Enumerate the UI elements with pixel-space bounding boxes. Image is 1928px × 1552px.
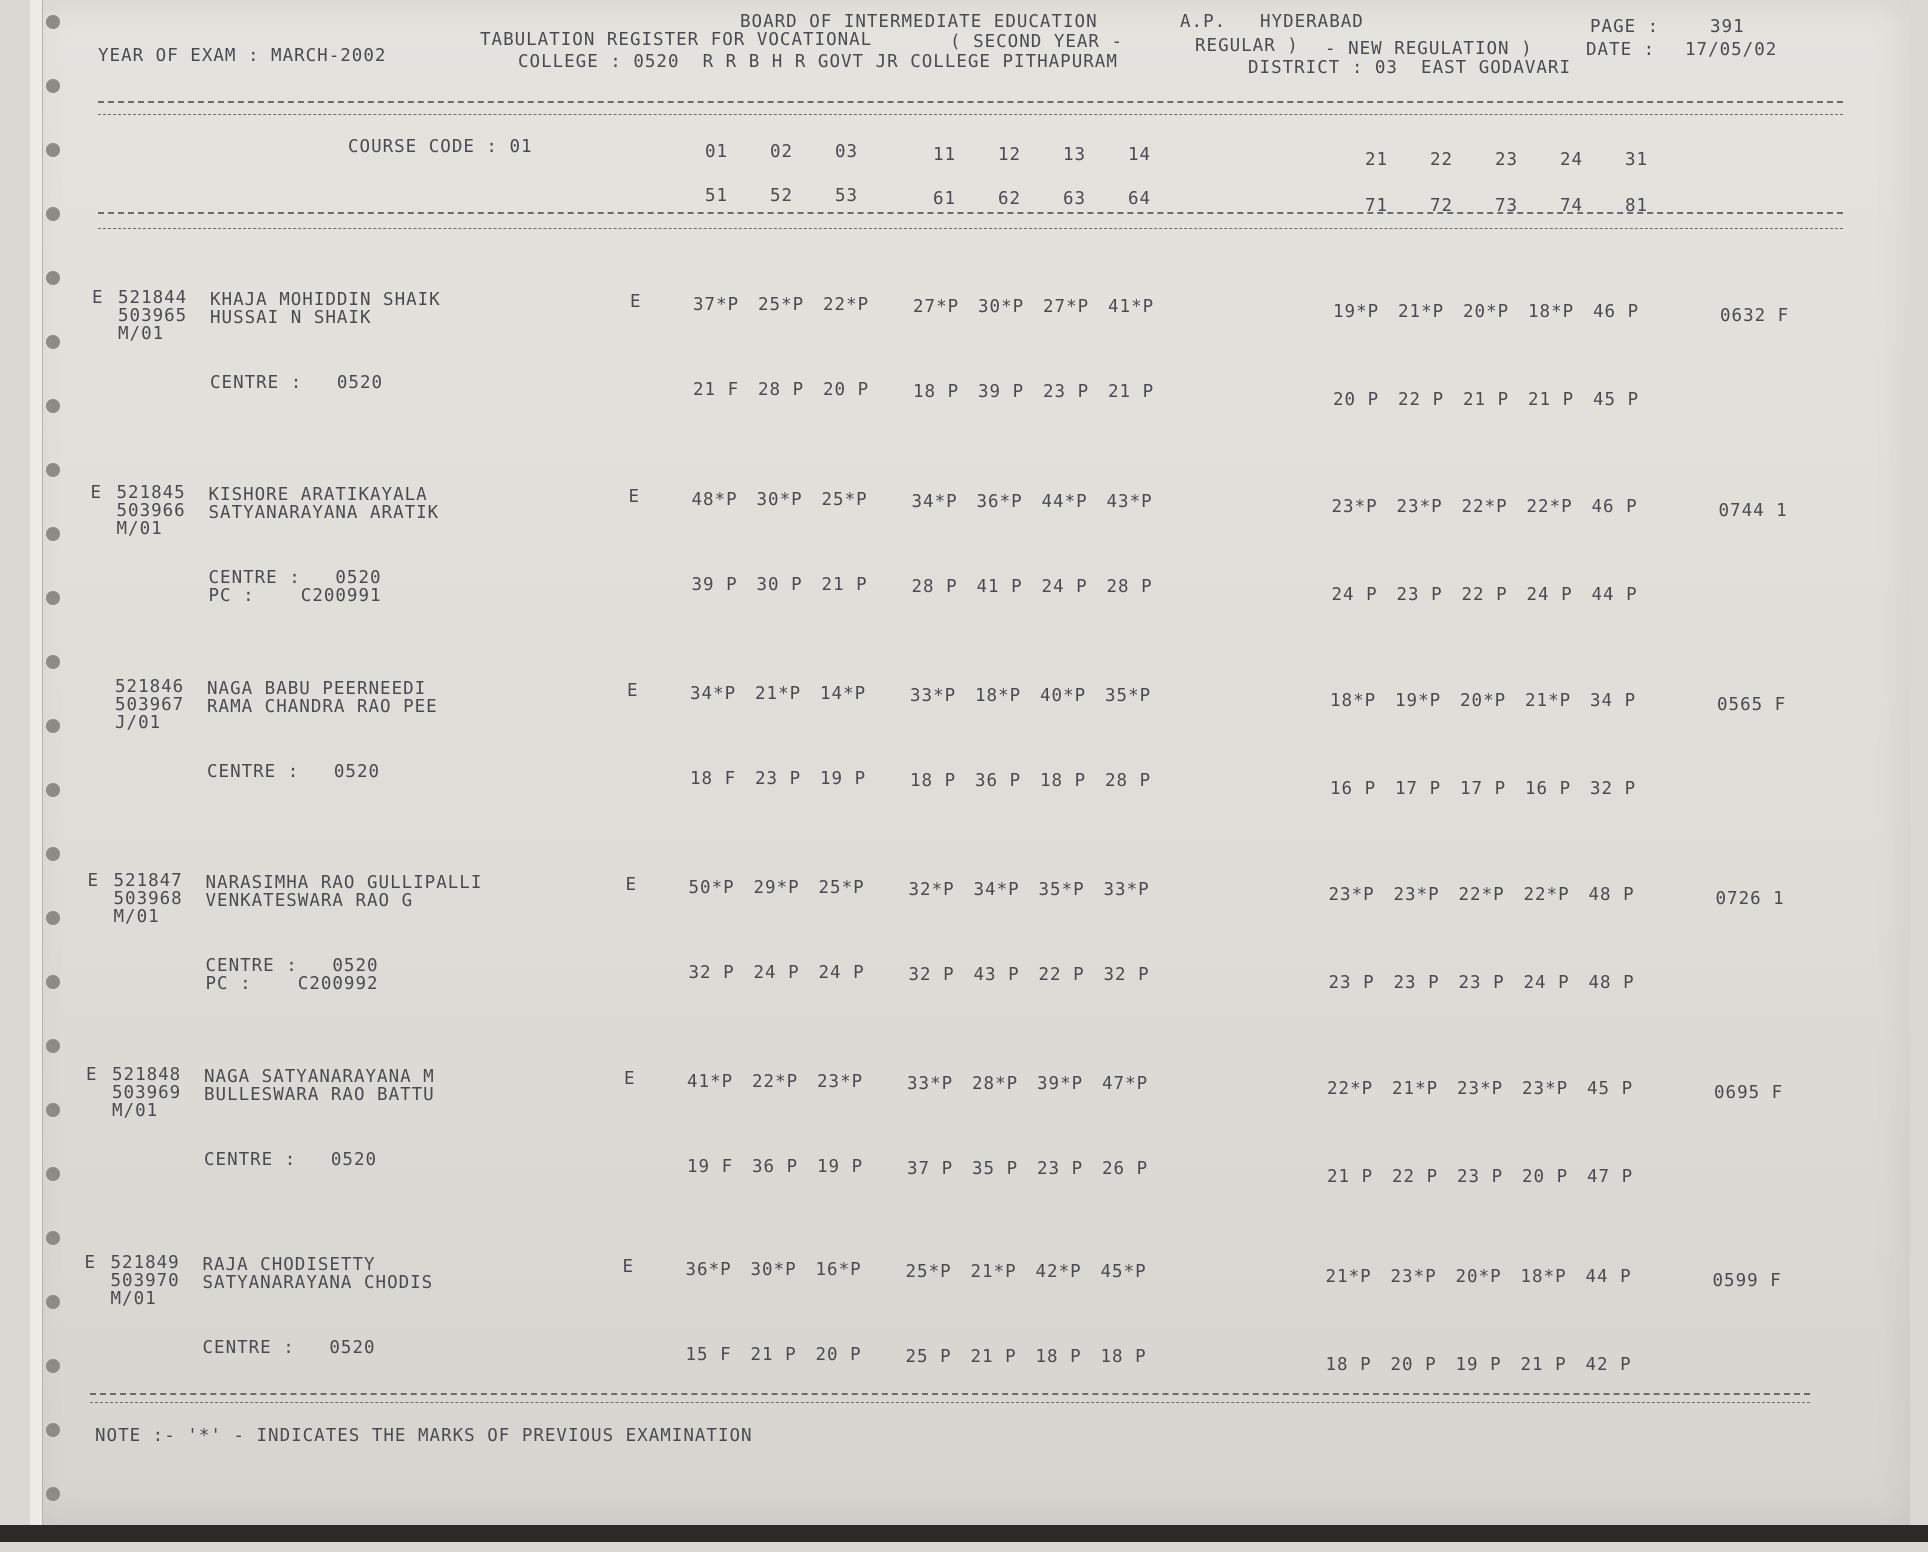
mark-cell: 22*P xyxy=(752,1072,799,1092)
roll-number: 521847 xyxy=(113,871,183,891)
record-flag: E xyxy=(84,1253,97,1273)
mark-cell: 48 P xyxy=(1588,973,1635,993)
mark-cell: 21 F xyxy=(693,380,740,400)
register-title: TABULATION REGISTER FOR VOCATIONAL xyxy=(480,30,873,50)
mark-cell: 41*P xyxy=(687,1072,734,1092)
mark-cell: 16 P xyxy=(1330,779,1377,799)
mark-cell: 19 P xyxy=(1455,1355,1502,1375)
mark-cell: 32 P xyxy=(1590,779,1637,799)
student-name: NAGA SATYANARAYANA M xyxy=(204,1067,435,1087)
mark-cell: 24 P xyxy=(1523,973,1570,993)
roll-number: 521844 xyxy=(118,288,188,308)
mark-cell: 21 P xyxy=(750,1345,797,1365)
hall-ticket-number: 503965 xyxy=(118,306,188,326)
column-code: 24 xyxy=(1560,150,1584,170)
column-code: 02 xyxy=(770,142,794,162)
mark-cell: 21*P xyxy=(1392,1079,1439,1099)
centre-code: CENTRE : 0520 xyxy=(204,1150,378,1170)
mark-cell: 33*P xyxy=(910,686,957,706)
mark-cell: 32 P xyxy=(1103,965,1150,985)
total-result: 0726 1 xyxy=(1715,889,1785,909)
column-code: 12 xyxy=(998,145,1022,165)
group-code: J/01 xyxy=(115,713,162,733)
mark-cell: 23 P xyxy=(1458,973,1505,993)
tabulation-sheet xyxy=(30,0,1910,1525)
column-code: 13 xyxy=(1063,145,1087,165)
mark-cell: 27*P xyxy=(1043,297,1090,317)
hall-ticket-number: 503968 xyxy=(113,889,183,909)
footnote: NOTE :- '*' - INDICATES THE MARKS OF PREVIOUS EXAMINATION xyxy=(95,1426,753,1446)
mark-cell: 45*P xyxy=(1100,1262,1147,1282)
new-regulation-label: - NEW REGULATION ) xyxy=(1325,39,1533,59)
father-name: HUSSAI N SHAIK xyxy=(210,308,372,328)
mark-cell: 21 P xyxy=(1528,390,1575,410)
board-title: BOARD OF INTERMEDIATE EDUCATION xyxy=(740,12,1098,32)
mark-cell: 20*P xyxy=(1463,302,1510,322)
centre-code: CENTRE : 0520 xyxy=(202,1338,376,1358)
group-code: M/01 xyxy=(113,907,160,927)
mark-cell: 36 P xyxy=(752,1157,799,1177)
regular-label: REGULAR ) xyxy=(1195,36,1299,56)
column-code: 63 xyxy=(1063,189,1087,209)
mark-cell: 24 P xyxy=(1041,577,1088,597)
column-code: 53 xyxy=(835,186,859,206)
total-result: 0744 1 xyxy=(1718,501,1788,521)
mark-cell: 21 P xyxy=(1108,382,1155,402)
column-code: 21 xyxy=(1365,150,1389,170)
mark-cell: 33*P xyxy=(1103,880,1150,900)
roll-number: 521846 xyxy=(115,677,185,697)
mark-cell: 16 P xyxy=(1525,779,1572,799)
feed-hole xyxy=(46,1359,60,1373)
mark-cell: 17 P xyxy=(1460,779,1507,799)
feed-hole xyxy=(46,1103,60,1117)
mark-cell: 46 P xyxy=(1593,302,1640,322)
mark-cell: 28 P xyxy=(1105,771,1152,791)
feed-hole xyxy=(46,847,60,861)
mark-cell: 48 P xyxy=(1588,885,1635,905)
mark-cell: 30*P xyxy=(756,490,803,510)
centre-code: CENTRE : 0520 xyxy=(208,568,382,588)
mark-cell: 24 P xyxy=(1526,585,1573,605)
mark-cell: 37*P xyxy=(693,295,740,315)
student-name: NAGA BABU PEERNEEDI xyxy=(207,679,427,699)
mark-cell: 20 P xyxy=(1390,1355,1437,1375)
mark-cell: 25*P xyxy=(818,878,865,898)
mark-cell: 18 P xyxy=(1325,1355,1372,1375)
mark-cell: 23 P xyxy=(1457,1167,1504,1187)
mark-cell: 25*P xyxy=(821,490,868,510)
group-code: M/01 xyxy=(116,519,163,539)
total-result: 0599 F xyxy=(1712,1271,1782,1291)
mark-cell: 22 P xyxy=(1038,965,1085,985)
mark-cell: 22 P xyxy=(1398,390,1445,410)
centre-code: CENTRE : 0520 xyxy=(205,956,379,976)
mark-cell: 23*P xyxy=(1393,885,1440,905)
feed-hole xyxy=(46,399,60,413)
mark-cell: 37 P xyxy=(907,1159,954,1179)
column-code: 81 xyxy=(1625,196,1649,216)
column-code: 03 xyxy=(835,142,859,162)
mark-cell: 21*P xyxy=(1398,302,1445,322)
mark-cell: 50*P xyxy=(688,878,735,898)
mark-cell: 23*P xyxy=(1331,497,1378,517)
group-code: M/01 xyxy=(112,1101,159,1121)
mark-cell: 34 P xyxy=(1590,691,1637,711)
pc-number: PC : C200991 xyxy=(208,586,382,606)
mark-cell: 18*P xyxy=(975,686,1022,706)
column-code: 11 xyxy=(933,145,957,165)
mark-cell: 19*P xyxy=(1395,691,1442,711)
mark-cell: 23*P xyxy=(1328,885,1375,905)
father-name: RAMA CHANDRA RAO PEE xyxy=(207,697,438,717)
feed-hole xyxy=(46,911,60,925)
column-code: 72 xyxy=(1430,196,1454,216)
feed-hole xyxy=(46,1487,60,1501)
medium-code: E xyxy=(622,1257,635,1277)
column-code: 51 xyxy=(705,186,729,206)
mark-cell: 21*P xyxy=(755,684,802,704)
mark-cell: 45 P xyxy=(1593,390,1640,410)
mark-cell: 41*P xyxy=(1108,297,1155,317)
mark-cell: 18 P xyxy=(913,382,960,402)
father-name: SATYANARAYANA CHODIS xyxy=(202,1273,434,1293)
mark-cell: 36*P xyxy=(685,1260,732,1280)
column-code: 74 xyxy=(1560,196,1584,216)
mark-cell: 30*P xyxy=(978,297,1025,317)
mark-cell: 19 F xyxy=(687,1157,734,1177)
column-header-rule-2 xyxy=(98,228,1843,229)
feed-hole xyxy=(46,335,60,349)
college-info: COLLEGE : 0520 R R B H R GOVT JR COLLEGE PITHAPURAM xyxy=(518,52,1118,72)
pc-number: PC : C200992 xyxy=(205,974,379,994)
mark-cell: 18*P xyxy=(1520,1267,1567,1287)
mark-cell: 22*P xyxy=(823,295,870,315)
mark-cell: 25*P xyxy=(905,1262,952,1282)
feed-hole xyxy=(46,143,60,157)
mark-cell: 18 P xyxy=(1040,771,1087,791)
mark-cell: 21*P xyxy=(1525,691,1572,711)
mark-cell: 23*P xyxy=(1390,1267,1437,1287)
mark-cell: 44 P xyxy=(1591,585,1638,605)
scan-bottom-edge xyxy=(0,1525,1928,1542)
mark-cell: 32 P xyxy=(688,963,735,983)
mark-cell: 21 P xyxy=(1327,1167,1374,1187)
mark-cell: 24 P xyxy=(818,963,865,983)
student-name: RAJA CHODISETTY xyxy=(202,1255,376,1275)
mark-cell: 35*P xyxy=(1105,686,1152,706)
mark-cell: 30*P xyxy=(750,1260,797,1280)
medium-code: E xyxy=(624,1069,636,1089)
column-code: 23 xyxy=(1495,150,1519,170)
mark-cell: 21 P xyxy=(821,575,868,595)
mark-cell: 20 P xyxy=(1522,1167,1569,1187)
mark-cell: 23*P xyxy=(817,1072,864,1092)
mark-cell: 23*P xyxy=(1522,1079,1569,1099)
mark-cell: 47 P xyxy=(1587,1167,1634,1187)
course-code: COURSE CODE : 01 xyxy=(348,137,533,157)
hall-ticket-number: 503966 xyxy=(116,501,186,521)
mark-cell: 22*P xyxy=(1461,497,1508,517)
footer-rule-2 xyxy=(90,1402,1810,1403)
header-rule xyxy=(98,101,1843,103)
feed-hole xyxy=(46,655,60,669)
roll-number: 521845 xyxy=(116,483,186,503)
mark-cell: 32 P xyxy=(908,965,955,985)
mark-cell: 34*P xyxy=(973,880,1020,900)
student-name: NARASIMHA RAO GULLIPALLI xyxy=(205,873,483,893)
record-flag: E xyxy=(86,1065,98,1085)
mark-cell: 23 P xyxy=(1328,973,1375,993)
mark-cell: 35 P xyxy=(972,1159,1019,1179)
mark-cell: 22 P xyxy=(1461,585,1508,605)
hall-ticket-number: 503967 xyxy=(115,695,185,715)
mark-cell: 29*P xyxy=(753,878,800,898)
mark-cell: 14*P xyxy=(820,684,867,704)
roll-number: 521848 xyxy=(112,1065,182,1085)
mark-cell: 20*P xyxy=(1455,1267,1502,1287)
mark-cell: 17 P xyxy=(1395,779,1442,799)
mark-cell: 23 P xyxy=(1393,973,1440,993)
mark-cell: 46 P xyxy=(1591,497,1638,517)
mark-cell: 19 P xyxy=(817,1157,864,1177)
column-code: 31 xyxy=(1625,150,1649,170)
record-flag: E xyxy=(87,871,100,891)
feed-hole xyxy=(46,1231,60,1245)
mark-cell: 20 P xyxy=(823,380,870,400)
mark-cell: 41 P xyxy=(976,577,1023,597)
feed-hole xyxy=(46,1423,60,1437)
mark-cell: 20 P xyxy=(1333,390,1380,410)
mark-cell: 18 P xyxy=(1035,1347,1082,1367)
mark-cell: 39 P xyxy=(978,382,1025,402)
student-name: KISHORE ARATIKAYALA xyxy=(208,485,428,505)
mark-cell: 23 P xyxy=(1037,1159,1084,1179)
mark-cell: 33*P xyxy=(907,1074,954,1094)
column-code: 73 xyxy=(1495,196,1519,216)
hall-ticket-number: 503970 xyxy=(110,1271,180,1291)
mark-cell: 15 F xyxy=(685,1345,732,1365)
column-code: 71 xyxy=(1365,196,1389,216)
mark-cell: 23 P xyxy=(1396,585,1443,605)
mark-cell: 32*P xyxy=(908,880,955,900)
mark-cell: 22*P xyxy=(1458,885,1505,905)
mark-cell: 20*P xyxy=(1460,691,1507,711)
mark-cell: 26 P xyxy=(1102,1159,1149,1179)
mark-cell: 16*P xyxy=(815,1260,862,1280)
column-header-rule xyxy=(98,212,1843,214)
father-name: SATYANARAYANA ARATIK xyxy=(208,503,440,523)
total-result: 0565 F xyxy=(1717,695,1787,715)
mark-cell: 34*P xyxy=(690,684,737,704)
mark-cell: 40*P xyxy=(1040,686,1087,706)
hall-ticket-number: 503969 xyxy=(112,1083,182,1103)
footer-rule xyxy=(90,1393,1810,1395)
mark-cell: 21 P xyxy=(1520,1355,1567,1375)
centre-code: CENTRE : 0520 xyxy=(210,373,384,393)
group-code: M/01 xyxy=(118,324,165,344)
student-name: KHAJA MOHIDDIN SHAIK xyxy=(210,290,441,310)
mark-cell: 43 P xyxy=(973,965,1020,985)
column-code: 52 xyxy=(770,186,794,206)
mark-cell: 39*P xyxy=(1037,1074,1084,1094)
city-label: HYDERABAD xyxy=(1260,12,1364,32)
feed-hole xyxy=(46,15,60,29)
mark-cell: 19 P xyxy=(820,769,867,789)
mark-cell: 23*P xyxy=(1457,1079,1504,1099)
state-label: A.P. xyxy=(1180,12,1227,32)
medium-code: E xyxy=(628,487,641,507)
mark-cell: 25 P xyxy=(905,1347,952,1367)
page-number: 391 xyxy=(1710,17,1745,37)
mark-cell: 44*P xyxy=(1041,492,1088,512)
mark-cell: 30 P xyxy=(756,575,803,595)
mark-cell: 21*P xyxy=(1325,1267,1372,1287)
total-result: 0695 F xyxy=(1714,1083,1784,1103)
mark-cell: 36 P xyxy=(975,771,1022,791)
feed-hole xyxy=(46,271,60,285)
feed-hole xyxy=(46,527,60,541)
father-name: VENKATESWARA RAO G xyxy=(205,891,414,911)
column-code: 64 xyxy=(1128,189,1152,209)
group-code: M/01 xyxy=(110,1289,157,1309)
mark-cell: 21*P xyxy=(970,1262,1017,1282)
column-code: 22 xyxy=(1430,150,1454,170)
roll-number: 521849 xyxy=(110,1253,180,1273)
mark-cell: 27*P xyxy=(913,297,960,317)
date-label: DATE : xyxy=(1586,40,1656,60)
mark-cell: 18*P xyxy=(1528,302,1575,322)
column-code: 01 xyxy=(705,142,729,162)
feed-hole xyxy=(46,463,60,477)
mark-cell: 28 P xyxy=(758,380,805,400)
mark-cell: 34*P xyxy=(911,492,958,512)
feed-hole xyxy=(46,79,60,93)
mark-cell: 45 P xyxy=(1587,1079,1634,1099)
header-rule-2 xyxy=(98,114,1843,115)
medium-code: E xyxy=(627,681,639,701)
year-of-exam: YEAR OF EXAM : MARCH-2002 xyxy=(98,46,387,66)
mark-cell: 22*P xyxy=(1526,497,1573,517)
mark-cell: 44 P xyxy=(1585,1267,1632,1287)
mark-cell: 35*P xyxy=(1038,880,1085,900)
medium-code: E xyxy=(625,875,638,895)
mark-cell: 20 P xyxy=(815,1345,862,1365)
column-code: 61 xyxy=(933,189,957,209)
date-value: 17/05/02 xyxy=(1685,40,1778,60)
mark-cell: 22*P xyxy=(1327,1079,1374,1099)
mark-cell: 22 P xyxy=(1392,1167,1439,1187)
column-code: 14 xyxy=(1128,145,1152,165)
page-label: PAGE : xyxy=(1590,17,1660,37)
mark-cell: 28*P xyxy=(972,1074,1019,1094)
mark-cell: 22*P xyxy=(1523,885,1570,905)
mark-cell: 43*P xyxy=(1106,492,1153,512)
medium-code: E xyxy=(630,292,642,312)
total-result: 0632 F xyxy=(1720,306,1790,326)
mark-cell: 23 P xyxy=(1043,382,1090,402)
feed-hole xyxy=(46,207,60,221)
mark-cell: 25*P xyxy=(758,295,805,315)
mark-cell: 18 F xyxy=(690,769,737,789)
feed-hole xyxy=(46,975,60,989)
mark-cell: 24 P xyxy=(1331,585,1378,605)
centre-code: CENTRE : 0520 xyxy=(207,762,381,782)
feed-hole xyxy=(46,719,60,733)
mark-cell: 42 P xyxy=(1585,1355,1632,1375)
mark-cell: 23*P xyxy=(1396,497,1443,517)
mark-cell: 23 P xyxy=(755,769,802,789)
mark-cell: 18 P xyxy=(1100,1347,1147,1367)
mark-cell: 28 P xyxy=(1106,577,1153,597)
mark-cell: 18 P xyxy=(910,771,957,791)
mark-cell: 21 P xyxy=(970,1347,1017,1367)
mark-cell: 24 P xyxy=(753,963,800,983)
feed-hole xyxy=(46,1167,60,1181)
mark-cell: 39 P xyxy=(691,575,738,595)
district-info: DISTRICT : 03 EAST GODAVARI xyxy=(1248,58,1572,78)
mark-cell: 21 P xyxy=(1463,390,1510,410)
feed-hole xyxy=(46,1039,60,1053)
record-flag: E xyxy=(92,288,104,308)
feed-hole xyxy=(46,591,60,605)
mark-cell: 36*P xyxy=(976,492,1023,512)
mark-cell: 19*P xyxy=(1333,302,1380,322)
record-flag: E xyxy=(90,483,103,503)
mark-cell: 47*P xyxy=(1102,1074,1149,1094)
mark-cell: 18*P xyxy=(1330,691,1377,711)
mark-cell: 28 P xyxy=(911,577,958,597)
father-name: BULLESWARA RAO BATTU xyxy=(204,1085,435,1105)
column-code: 62 xyxy=(998,189,1022,209)
mark-cell: 48*P xyxy=(691,490,738,510)
feed-hole xyxy=(46,1295,60,1309)
feed-hole xyxy=(46,783,60,797)
year-type: ( SECOND YEAR - xyxy=(950,32,1124,52)
left-feed-holes xyxy=(42,0,64,1525)
mark-cell: 42*P xyxy=(1035,1262,1082,1282)
